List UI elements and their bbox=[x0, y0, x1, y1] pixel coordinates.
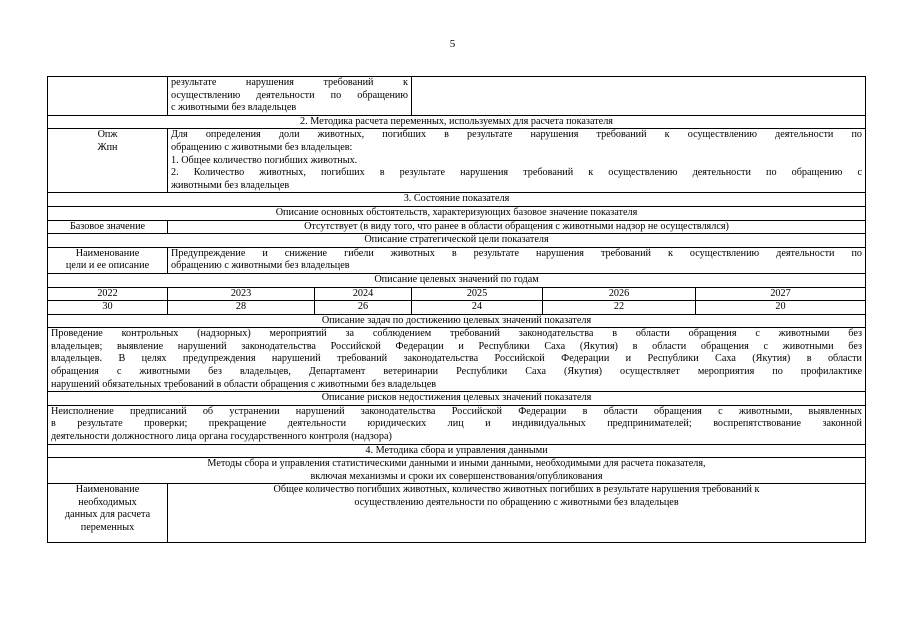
goal-text-line: Предупреждение и снижение гибели животных в результате нарушения требований к осуществлению деятельности по bbox=[171, 247, 863, 259]
base-value-label: Базовое значение bbox=[48, 220, 168, 234]
goal-row bbox=[48, 247, 866, 273]
methods-line: Методы сбора и управления статистическими данными и иными данными, необходимыми для расчета показателя, bbox=[207, 458, 706, 470]
tasks-line: Проведение контрольных (надзорных) мероприятий за соблюдением требований законодательства в области обращения с животными без bbox=[51, 328, 863, 340]
variable-name: Опж bbox=[97, 129, 118, 141]
empty-cell bbox=[412, 77, 866, 116]
goal-label-line: Наименование bbox=[75, 247, 140, 259]
years-row bbox=[48, 287, 866, 301]
tasks-header: Описание задач по достижению целевых значений показателя bbox=[48, 314, 866, 328]
data-row bbox=[48, 484, 866, 543]
target-value-cell: 28 bbox=[168, 301, 315, 315]
variable-item-2-cont: животными без владельцев bbox=[171, 179, 290, 191]
continuation-line: с животными без владельцев bbox=[171, 102, 297, 114]
circumstances-header: Описание основных обстоятельств, характеризующих базовое значение показателя bbox=[48, 206, 866, 220]
variable-names-cell bbox=[48, 129, 168, 193]
data-label-line: переменных bbox=[80, 521, 135, 533]
tasks-line: владельцев. В целях предупреждения нарушений требований законодательства Российской Федерации и Республики Саха (Якутия) в области bbox=[51, 353, 863, 365]
methods-header bbox=[48, 458, 866, 484]
risks-header: Описание рисков недостижения целевых значений показателя bbox=[48, 392, 866, 406]
year-cell: 2024 bbox=[315, 287, 412, 301]
year-cell: 2027 bbox=[696, 287, 866, 301]
targets-header: Описание целевых значений по годам bbox=[48, 273, 866, 287]
data-label bbox=[48, 484, 168, 543]
data-text-line: Общее количество погибших животных, количество животных погибших в результате нарушения требований к bbox=[273, 484, 760, 496]
continuation-line: осуществлению деятельности по обращению bbox=[171, 89, 408, 101]
continuation-text-cell bbox=[168, 77, 412, 116]
tasks-line: нарушений обязательных требований в области обращения с животными без владельцев bbox=[51, 378, 437, 390]
risks-line: Неисполнение предписаний об устранении нарушений законодательства Российской Федерации в области обращения с животными, выявленных bbox=[51, 405, 863, 417]
base-value-row bbox=[48, 220, 866, 234]
year-cell: 2023 bbox=[168, 287, 315, 301]
data-label-line: необходимых bbox=[78, 496, 137, 508]
target-value-cell: 24 bbox=[412, 301, 543, 315]
methods-line: включая механизмы и сроки их совершенствования/опубликования bbox=[310, 470, 603, 482]
data-label-line: данных для расчета bbox=[64, 509, 151, 521]
risks-line: деятельности должностного лица органа государственного контроля (надзора) bbox=[51, 431, 392, 443]
variable-item-1: 1. Общее количество погибших животных. bbox=[171, 154, 358, 166]
empty-cell bbox=[48, 77, 168, 116]
indicator-passport-table bbox=[47, 76, 866, 543]
tasks-line: владельцев; выявление нарушений законодательства Российской Федерации и Республики Саха (Якутия) в области обращения с животными без bbox=[51, 340, 863, 352]
continuation-row bbox=[48, 77, 866, 116]
section-4-title: 4. Методика сбора и управления данными bbox=[48, 444, 866, 458]
strategic-goal-header: Описание стратегической цели показателя bbox=[48, 234, 866, 248]
variables-description-cell bbox=[168, 129, 866, 193]
data-text bbox=[168, 484, 866, 543]
page-number: 5 bbox=[449, 38, 456, 50]
data-label-line: Наименование bbox=[75, 484, 140, 496]
target-value-cell: 30 bbox=[48, 301, 168, 315]
section-3-title: 3. Состояние показателя bbox=[48, 193, 866, 207]
variable-item-2: 2. Количество животных, погибших в результате нарушения требований к осуществлению деятельности по обращению с bbox=[171, 167, 863, 179]
target-value-cell: 26 bbox=[315, 301, 412, 315]
goal-label-line: цели и ее описание bbox=[65, 260, 150, 272]
variables-row bbox=[48, 129, 866, 193]
description-line: Для определения доли животных, погибших в результате нарушения требований к осуществлению деятельности по bbox=[171, 129, 863, 141]
year-cell: 2025 bbox=[412, 287, 543, 301]
data-text-line: осуществлению деятельности по обращению с животными без владельцев bbox=[354, 497, 679, 508]
goal-label bbox=[48, 247, 168, 273]
tasks-text bbox=[48, 328, 866, 392]
variable-name: Жпн bbox=[97, 141, 118, 153]
section-2-title: 2. Методика расчета переменных, используемых для расчета показателя bbox=[48, 115, 866, 129]
target-values-row bbox=[48, 301, 866, 315]
year-cell: 2026 bbox=[543, 287, 696, 301]
risks-text bbox=[48, 405, 866, 444]
target-value-cell: 22 bbox=[543, 301, 696, 315]
base-value-text: Отсутствует (в виду того, что ранее в области обращения с животными надзор не осуществлялся) bbox=[168, 220, 866, 234]
target-value-cell: 20 bbox=[696, 301, 866, 315]
continuation-line: результате нарушения требований к bbox=[171, 77, 408, 88]
description-line: обращению с животными без владельцев: bbox=[171, 141, 353, 153]
tasks-line: обращения с животными без владельцев, Департамент ветеринарии Республики Саха (Якутия) осуществляет мероприятия по профилактике bbox=[51, 366, 863, 378]
year-cell: 2022 bbox=[48, 287, 168, 301]
goal-text-line: обращению с животными без владельцев bbox=[171, 260, 350, 272]
risks-line: в результате проверки; прекращение деятельности юридических лиц и индивидуальных предпринимателей; воспрепятствование законной bbox=[51, 418, 863, 430]
goal-text bbox=[168, 247, 866, 273]
